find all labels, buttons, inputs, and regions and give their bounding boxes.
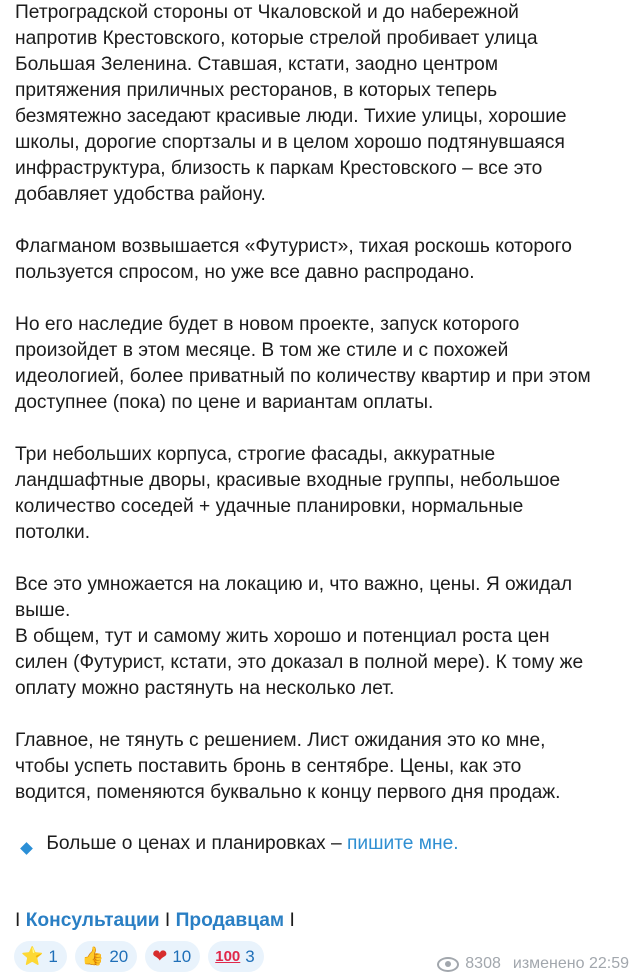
- paragraph-gap: [15, 286, 631, 312]
- text-line: идеологией, более приватный по количеству квартир и при этом: [15, 366, 591, 387]
- text-line: потолки.: [15, 522, 91, 543]
- text-line: чтобы успеть поставить бронь в сентябре. Цены, как это: [15, 756, 522, 777]
- reaction-count: 1: [48, 946, 58, 966]
- reaction-heart[interactable]: [145, 941, 200, 972]
- star-icon: ⭐: [21, 946, 44, 966]
- text-line: безмятежно заседают красивые люди. Тихие улицы, хорошие: [15, 106, 567, 127]
- contact-call-to-action: [22, 831, 459, 857]
- reaction-count: 10: [172, 946, 192, 966]
- text-line: водится, поменяются буквально к концу первого дня продаж.: [15, 782, 561, 803]
- separator: I: [15, 910, 21, 931]
- text-line: Все это умножается на локацию и, что важно, цены. Я ожидал: [15, 574, 573, 595]
- sellers-link[interactable]: Продавцам: [175, 910, 285, 931]
- post-footer-links: [15, 908, 295, 934]
- edited-timestamp: изменено 22:59: [512, 955, 629, 972]
- contact-link[interactable]: пишите мне.: [346, 833, 459, 854]
- thumbs-up-icon: 👍: [81, 946, 105, 966]
- paragraph-gap: [15, 208, 631, 234]
- heart-icon: ❤: [152, 946, 168, 966]
- text-line: добавляет удобства району.: [15, 184, 266, 205]
- reaction-count: 3: [245, 946, 255, 966]
- hundred-points-icon: 100: [215, 948, 241, 965]
- paragraph-gap: [15, 546, 631, 572]
- reaction-star[interactable]: [14, 941, 67, 972]
- reactions-bar: [14, 941, 264, 972]
- separator: I: [289, 910, 295, 931]
- text-line: пользуется спросом, но уже все давно распродано.: [15, 262, 475, 283]
- text-line: выше.: [15, 600, 71, 621]
- text-line: школы, дорогие спортзалы и в целом хорошо подтянувшаяся: [15, 132, 565, 153]
- post-text: [15, 0, 631, 806]
- text-line: доступнее (пока) по цене и вариантам оплаты.: [15, 392, 434, 413]
- text-line: напротив Крестовского, которые стрелой пробивает улица: [15, 28, 538, 49]
- text-line: произойдет в этом месяце. В том же стиле и с похожей: [15, 340, 509, 361]
- text-line: Но его наследие будет в новом проекте, запуск которого: [15, 314, 520, 335]
- reaction-hundred[interactable]: [208, 941, 264, 972]
- reaction-thumbs-up[interactable]: [75, 941, 137, 972]
- separator: I: [164, 910, 171, 931]
- post-meta: [437, 955, 629, 973]
- paragraph-gap: [15, 702, 631, 728]
- cta-text: Больше о ценах и планировках –: [46, 833, 347, 854]
- consultations-link[interactable]: Консультации: [25, 910, 160, 931]
- paragraph-gap: [15, 416, 631, 442]
- text-line: Большая Зеленина. Ставшая, кстати, заодно центром: [15, 54, 499, 75]
- text-line: Главное, не тянуть с решением. Лист ожидания это ко мне,: [15, 730, 546, 751]
- view-count: 8308: [465, 955, 501, 972]
- text-line: оплату можно растянуть на несколько лет.: [15, 678, 395, 699]
- reaction-count: 20: [109, 946, 129, 966]
- text-line: Три небольших корпуса, строгие фасады, аккуратные: [15, 444, 496, 465]
- text-line: притяжения приличных ресторанов, в которых теперь: [15, 80, 498, 101]
- eye-icon: [437, 957, 459, 972]
- text-line: силен (Футурист, кстати, это доказал в полной мере). К тому же: [15, 652, 584, 673]
- text-line: количество соседей + удачные планировки, нормальные: [15, 496, 524, 517]
- blue-diamond-icon: [20, 842, 33, 855]
- text-line: В общем, тут и самому жить хорошо и потенциал роста цен: [15, 626, 550, 647]
- text-line: инфраструктура, близость к паркам Крестовского – все это: [15, 158, 543, 179]
- text-line: ландшафтные дворы, красивые входные группы, небольшое: [15, 470, 561, 491]
- text-line: Флагманом возвышается «Футурист», тихая роскошь которого: [15, 236, 572, 257]
- text-line: Петроградской стороны от Чкаловской и до набережной: [15, 2, 519, 23]
